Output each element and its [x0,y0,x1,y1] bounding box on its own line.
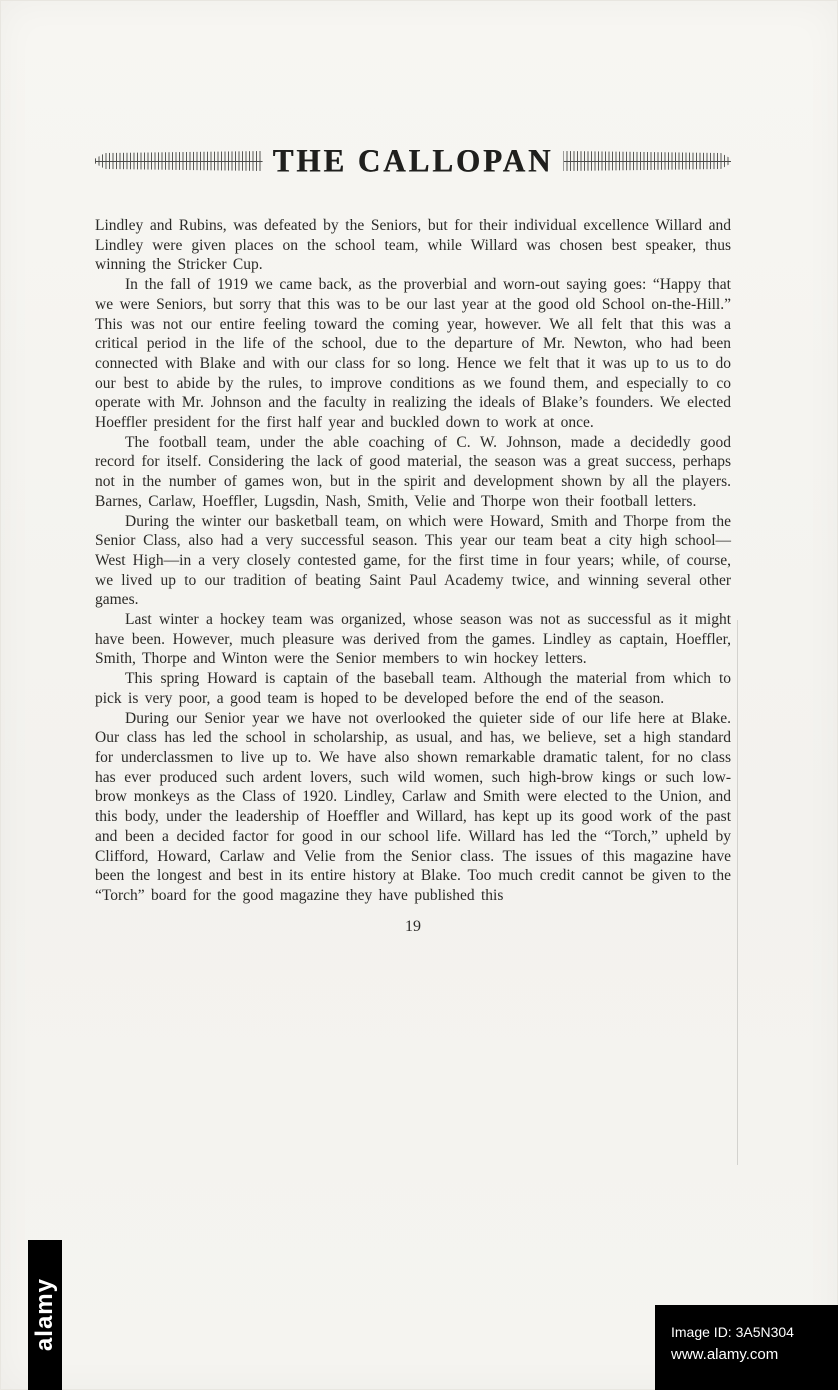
image-id-label: Image ID: 3A5N304 [671,1324,794,1340]
paragraph-1: Lindley and Rubins, was defeated by the Seniors, but for their individual excellence Willard and Lindley were given places on the school team, while Willard was chosen best speaker, thus winning the Stricker Cup. [95,217,731,274]
masthead-banner [95,142,731,179]
paragraph-7: During our Senior year we have not overlooked the quieter side of our life here at Blake. Our class has led the school in scholarship, as usual, and has, we believe, set a high standard for underclassmen to live up to. We have also shown remarkable dramatic talent, for no class has ever produced such ardent lovers, such wild women, such high-brow kings or such low-brow monkeys as the Class of 1920. Lindley, Carlaw and Smith were elected to the Union, and this body, under the leadership of Hoeffler and Willard, has kept up its good work of the past and been a decided factor for good in our school life. Willard has led the “Torch,” upheld by Clifford, Howard, Carlaw and Velie from the Senior class. The issues of this magazine have been the longest and best in its entire history at Blake. Too much credit cannot be given to the “Torch” board for the good magazine they have published this [95,709,731,904]
paragraph-4: During the winter our basketball team, on which were Howard, Smith and Thorpe from the Senior Class, also had a very successful season. This year our team beat a city high school—West High—in a very closely contested game, for the first time in four years; while, of course, we lived up to our tradition of beating Saint Paul Academy twice, and winning several other games. [95,512,731,609]
banner-ornament-right [563,151,731,171]
scan-artifact-line [737,620,738,1165]
watermark-info-box [655,1305,838,1390]
paragraph-3: The football team, under the able coaching of C. W. Johnson, made a decidedly good record for itself. Considering the lack of good material, the season was a great success, perhaps not in the number of games won, but in the spirit and development shown by all the players. Barnes, Carlaw, Hoeffler, Lugsdin, Nash, Smith, Velie and Thorpe won their football letters. [95,433,731,510]
paragraph-5: Last winter a hockey team was organized, whose season was not as successful as it might have been. However, much pleasure was derived from the games. Lindley as captain, Hoeffler, Smith, Thorpe and Winton were the Senior members to win hockey letters. [95,611,731,668]
alamy-url: www.alamy.com [671,1346,779,1363]
paragraph-6: This spring Howard is captain of the baseball team. Although the material from which to pick is very poor, a good team is hoped to be developed before the end of the season. [95,670,731,707]
page-number: 19 [405,917,421,935]
watermark-side-strip [28,1240,62,1390]
article-body [95,216,731,906]
alamy-logo: alamy [31,1278,58,1352]
paragraph-2: In the fall of 1919 we came back, as the proverbial and worn-out saying goes: “Happy that we were Seniors, but sorry that this was to be our last year at the good old School on-the-Hill.” This was not our entire feeling toward the coming year, however. We all felt that this was a critical period in the life of the school, due to the departure of Mr. Newton, who had been connected with Blake and with our class for so long. Hence we felt that it was up to us to do our best to abide by the rules, to improve conditions as we found them, and especially to co operate with Mr. Johnson and the faculty in realizing the ideals of Blake’s founders. We elected Hoeffler president for the first half year and buckled down to work at once. [95,276,731,432]
page-title: THE CALLOPAN [272,142,554,179]
banner-ornament-left [95,151,263,171]
